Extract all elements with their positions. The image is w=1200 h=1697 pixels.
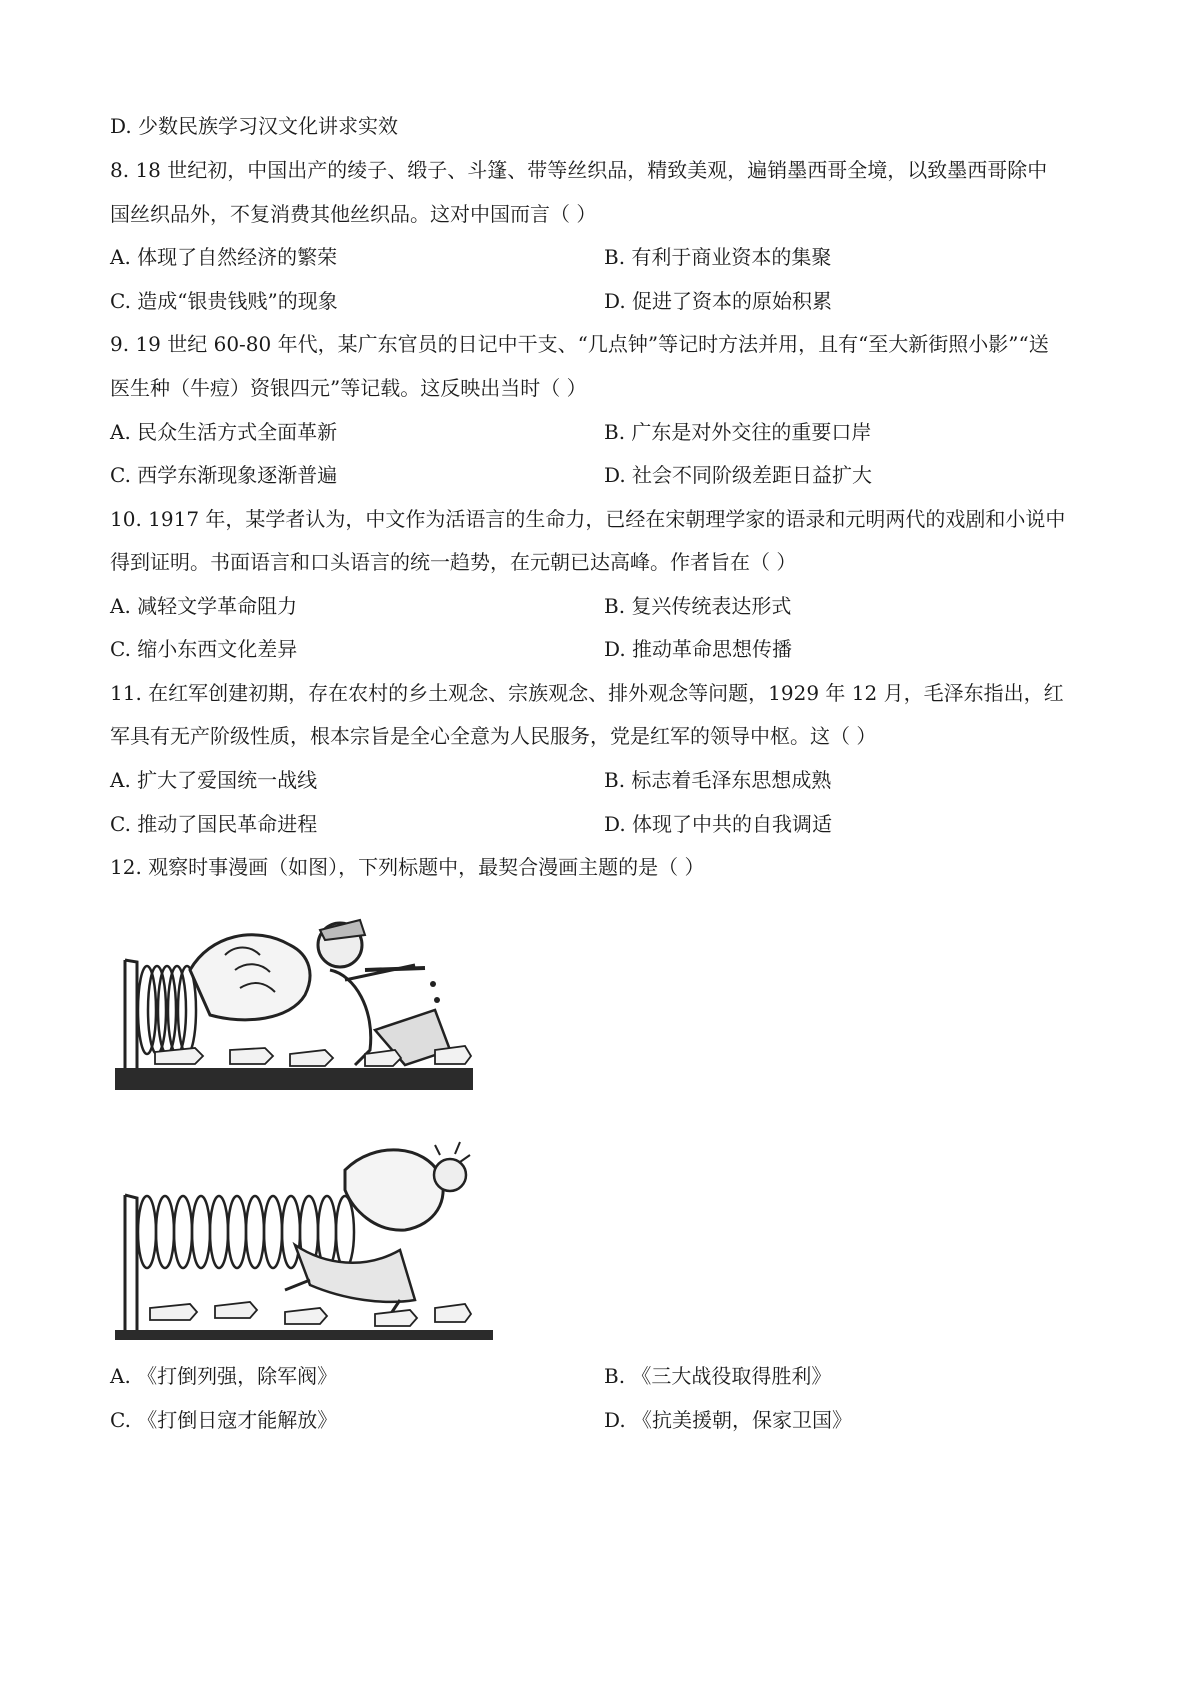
q8-stem-line-2: 国丝织品外，不复消费其他丝织品。这对中国而言（ ） bbox=[110, 202, 597, 226]
q12-option-b: B. 《三大战役取得胜利》 bbox=[604, 1364, 832, 1388]
q10-option-c: C. 缩小东西文化差异 bbox=[110, 637, 298, 661]
q11-option-a: A. 扩大了爱国统一战线 bbox=[110, 768, 318, 792]
q9-stem-line-2: 医生种（牛痘）资银四元”等记载。这反映出当时（ ） bbox=[110, 376, 587, 400]
cartoon-spring-fist-icon bbox=[115, 900, 475, 1095]
q9-option-c: C. 西学东渐现象逐渐普遍 bbox=[110, 463, 338, 487]
q11-option-d: D. 体现了中共的自我调适 bbox=[604, 812, 833, 836]
q12-option-c: C. 《打倒日寇才能解放》 bbox=[110, 1408, 338, 1432]
q10-stem-line-2: 得到证明。书面语言和口头语言的统一趋势，在元朝已达高峰。作者旨在（ ） bbox=[110, 550, 797, 574]
q10-option-d: D. 推动革命思想传播 bbox=[604, 637, 793, 661]
q9-option-a: A. 民众生活方式全面革新 bbox=[110, 420, 338, 444]
q11-option-c: C. 推动了国民革命进程 bbox=[110, 812, 318, 836]
q8-option-b: B. 有利于商业资本的集聚 bbox=[604, 245, 832, 269]
q11-option-b: B. 标志着毛泽东思想成熟 bbox=[604, 768, 832, 792]
q10-option-b: B. 复兴传统表达形式 bbox=[604, 594, 792, 618]
q11-stem-line-2: 军具有无产阶级性质，根本宗旨是全心全意为人民服务，党是红军的领导中枢。这（ ） bbox=[110, 724, 877, 748]
q8-stem-line-1: 8. 18 世纪初，中国出产的绫子、缎子、斗篷、带等丝织品，精致美观，遍销墨西哥全境，以致墨西哥除中 bbox=[110, 158, 1048, 182]
q8-option-c: C. 造成“银贵钱贱”的现象 bbox=[110, 289, 338, 313]
q12-option-a: A. 《打倒列强，除军阀》 bbox=[110, 1364, 338, 1388]
q12-stem: 12. 观察时事漫画（如图），下列标题中，最契合漫画主题的是（ ） bbox=[110, 855, 705, 879]
q7-option-d: D. 少数民族学习汉文化讲求实效 bbox=[110, 114, 399, 138]
cartoon-spring-recoil-icon bbox=[115, 1130, 495, 1345]
q9-option-b: B. 广东是对外交往的重要口岸 bbox=[604, 420, 872, 444]
q10-option-a: A. 减轻文学革命阻力 bbox=[110, 594, 298, 618]
q9-option-d: D. 社会不同阶级差距日益扩大 bbox=[604, 463, 873, 487]
q11-stem-line-1: 11. 在红军创建初期，存在农村的乡土观念、宗族观念、排外观念等问题，1929 年 12 月，毛泽东指出，红 bbox=[110, 681, 1064, 705]
q12-option-d: D. 《抗美援朝，保家卫国》 bbox=[604, 1408, 853, 1432]
q8-option-a: A. 体现了自然经济的繁荣 bbox=[110, 245, 338, 269]
q10-stem-line-1: 10. 1917 年，某学者认为，中文作为活语言的生命力，已经在宋朝理学家的语录和元明两代的戏剧和小说中 bbox=[110, 507, 1066, 531]
q9-stem-line-1: 9. 19 世纪 60-80 年代，某广东官员的日记中干支、“几点钟”等记时方法并用，且有“至大新街照小影”“送 bbox=[110, 332, 1049, 356]
q8-option-d: D. 促进了资本的原始积累 bbox=[604, 289, 833, 313]
